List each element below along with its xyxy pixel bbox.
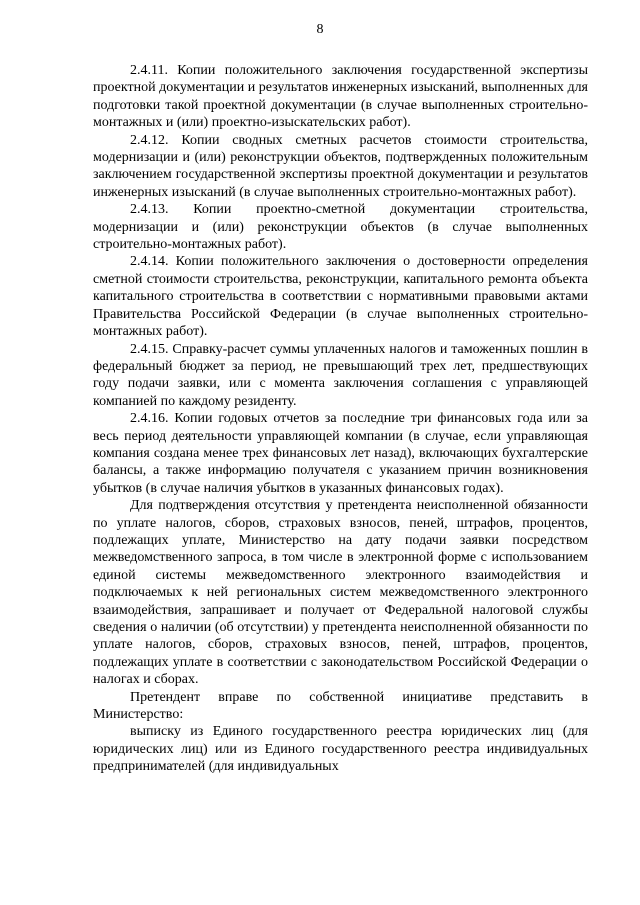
paragraph-tax-verification: Для подтверждения отсутствия у претендента неисполненной обязанности по уплате налогов, сборов, страховых взносов, пеней, штрафов, процентов, подлежащих уплате, Министерство на дату подачи заявки посредством межведомственного запроса, в том числе в электронной форме с использованием единой системы межведомственного электронного взаимодействия и подключаемых к ней региональных систем межведомственного электронного взаимодействия, запрашивает и получает от Федеральной налоговой службы сведения о наличии (об отсутствии) у претендента неисполненной обязанности по уплате налогов, сборов, страховых взносов, пеней, штрафов, процентов, подлежащих уплате в соответствии с законодательством Российской Федерации о налогах и сборах. [93, 498, 588, 688]
paragraph-2-4-12: 2.4.12. Копии сводных сметных расчетов стоимости строительства, модернизации и (или) реконструкции объектов, подтвержденных положительным заключением государственной экспертизы проектной документации и результатов инженерных изысканий (в случае выполненных строительно-монтажных работ). [93, 132, 588, 200]
paragraph-applicant-right: Претендент вправе по собственной инициативе представить в Министерство: [93, 689, 588, 723]
paragraph-2-4-11: 2.4.11. Копии положительного заключения государственной экспертизы проектной документации и результатов инженерных изысканий, выполненных для подготовки такой проектной документации (в случае выполненных строительно-монтажных и (или) проектно-изыскательских работ). [93, 63, 588, 131]
paragraph-2-4-13: 2.4.13. Копии проектно-сметной документации строительства, модернизации и (или) реконструкции объектов (в случае выполненных строительно-монтажных работ). [93, 202, 588, 253]
paragraph-2-4-15: 2.4.15. Справку-расчет суммы уплаченных налогов и таможенных пошлин в федеральный бюджет за период, не превышающий трех лет, предшествующих году подачи заявки, или с момента заключения соглашения с управляющей компанией по каждому резиденту. [93, 341, 588, 409]
page-number: 8 [316, 22, 324, 37]
paragraph-registry-extract: выписку из Единого государственного реестра юридических лиц (для юридических лиц) или из Единого государственного реестра индивидуальных предпринимателей (для индивидуальных [93, 724, 588, 775]
paragraph-2-4-16: 2.4.16. Копии годовых отчетов за последние три финансовых года или за весь период деятельности управляющей компании (в случае, если управляющая компания создана менее трех финансовых лет назад), включающих бухгалтерские балансы, а также информацию получателя с указанием причин возникновения убытков (в случае наличия убытков в указанных финансовых годах). [93, 411, 588, 496]
document-body [93, 62, 588, 776]
paragraph-2-4-14: 2.4.14. Копии положительного заключения о достоверности определения сметной стоимости строительства, реконструкции, капитального ремонта объекта капитального строительства в соответствии с нормативными правовыми актами Правительства Российской Федерации (в случае выполненных строительно-монтажных работ). [93, 254, 588, 340]
